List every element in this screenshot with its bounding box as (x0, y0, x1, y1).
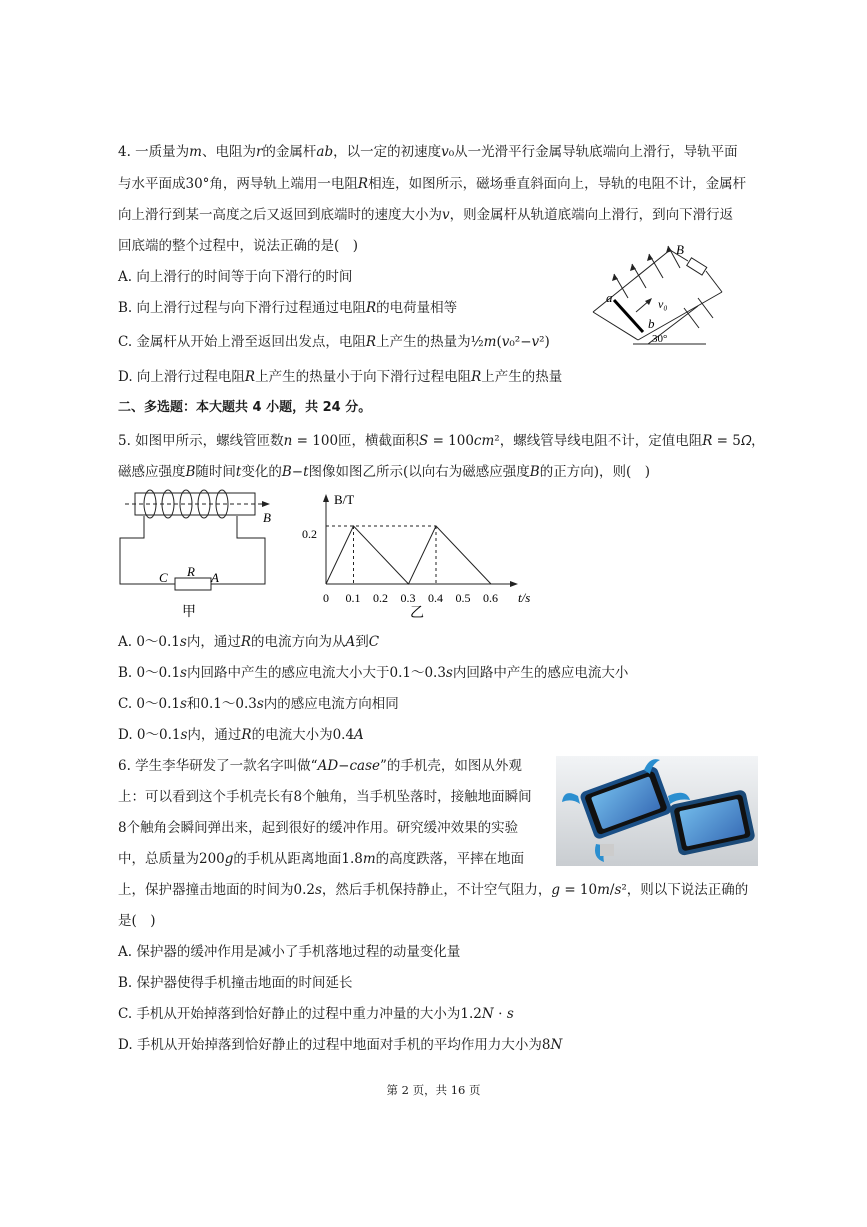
jia-a-label: A (211, 570, 219, 585)
q5-solenoid-figure (115, 486, 285, 621)
q4-stem-line-3: 向上滑行到某一高度之后又返回到底端时的速度大小为𝑣，则金属杆从轨道底端向上滑行，到向下滑行返 (118, 207, 734, 223)
q4-angle-label: 30° (652, 333, 668, 345)
phone-case-photo (556, 756, 758, 866)
chart-xtick-label: 0.6 (483, 591, 498, 605)
q6-option-d: D. 手机从开始掉落到恰好静止的过程中地面对手机的平均作用力大小为8𝑁 (118, 1037, 563, 1053)
chart-ytick-0.2: 0.2 (302, 527, 317, 541)
chart-xtick-label: 0.3 (400, 591, 416, 605)
q4-b-end-label: b (648, 316, 655, 331)
chart-xtick-label: 0.5 (455, 591, 471, 605)
jia-b-label: B (263, 510, 271, 525)
q4-stem-line-2: 与水平面成30°角，两导轨上端用一电阻𝑅相连，如图所示，磁场垂直斜面向上，导轨的电阻不计，金属杆 (118, 176, 747, 192)
q4-option-a: A. 向上滑行的时间等于向下滑行的时间 (118, 269, 353, 285)
q6-stem-line-6: 是( ) (118, 913, 156, 929)
jia-r-label: R (187, 564, 195, 579)
q6-option-c: C. 手机从开始掉落到恰好静止的过程中重力冲量的大小为1.2𝑁 ⋅ 𝑠 (118, 1006, 514, 1022)
chart-xtick-label: 0.2 (373, 591, 388, 605)
q6-stem-line-2: 上：可以看到这个手机壳长有8个触角，当手机坠落时，接触地面瞬间 (118, 789, 532, 805)
chart-xlabel: t/s (518, 590, 531, 605)
q6-stem-line-1: 6. 学生李华研发了一款名字叫做“𝐴𝐷−𝑐𝑎𝑠𝑒”的手机壳，如图从外观 (118, 758, 522, 774)
q5-option-c: C. 0～0.1𝑠和0.1～0.3𝑠内的感应电流方向相同 (118, 696, 399, 712)
q4-v0-label: v₀ (658, 297, 668, 311)
section-heading: 二、多选题：本大题共 4 小题，共 24 分。 (118, 400, 372, 415)
q5-option-b: B. 0～0.1𝑠内回路中产生的感应电流大小大于0.1～0.3𝑠内回路中产生的感应电流大小 (118, 665, 629, 681)
q4-option-d: D. 向上滑行过程电阻𝑅上产生的热量小于向下滑行过程电阻𝑅上产生的热量 (118, 369, 563, 385)
q6-option-a: A. 保护器的缓冲作用是减小了手机落地过程的动量变化量 (118, 944, 461, 960)
q4-stem-line-1: 4. 一质量为𝑚、电阻为𝑟的金属杆𝑎𝑏，以一定的初速度𝑣₀从一光滑平行金属导轨底端向上滑行，导轨平面 (118, 144, 738, 160)
q5-option-d: D. 0～0.1𝑠内，通过𝑅的电流大小为0.4𝐴 (118, 727, 364, 743)
q4-stem-line-4: 回底端的整个过程中，说法正确的是( ) (118, 238, 359, 254)
chart-xtick-label: 0 (323, 591, 329, 605)
q5-stem-line-1: 5. 如图甲所示，螺线管匝数𝑛 = 100匝，横截面积𝑆 = 100𝑐𝑚²，螺线管导线电阻不计，定值电阻𝑅 = 5𝛺， (118, 433, 765, 449)
q5-bt-chart (296, 492, 546, 620)
chart-ylabel: B/T (334, 492, 355, 507)
q4-incline-figure (588, 240, 738, 350)
q5-stem-line-2: 磁感应强度𝐵随时间𝑡变化的𝐵−𝑡图像如图乙所示(以向右为磁感应强度𝐵的正方向)，则( ) (118, 464, 650, 480)
jia-caption: 甲 (182, 605, 196, 620)
page-footer: 第 2 页，共 16 页 (386, 1083, 481, 1097)
q4-option-c: C. 金属杆从开始上滑至返回出发点，电阻𝑅上产生的热量为½𝑚(𝑣₀²−𝑣²) (118, 334, 550, 350)
q4-a-label: a (606, 290, 613, 305)
q6-stem-line-3: 8个触角会瞬间弹出来，起到很好的缓冲作用。研究缓冲效果的实验 (118, 820, 519, 836)
q6-stem-line-5: 上，保护器撞击地面的时间为0.2𝑠，然后手机保持静止，不计空气阻力，𝑔 = 10𝑚/𝑠²，则以下说法正确的 (118, 882, 749, 898)
chart-xtick-label: 0.4 (428, 591, 443, 605)
q6-stem-line-4: 中，总质量为200𝑔的手机从距离地面1.8𝑚的高度跌落，平摔在地面 (118, 851, 525, 867)
q4-option-b: B. 向上滑行过程与向下滑行过程通过电阻𝑅的电荷量相等 (118, 300, 458, 316)
jia-c-label: C (159, 570, 168, 585)
q4-b-label: B (676, 242, 684, 257)
chart-series-line (326, 526, 491, 584)
yi-caption: 乙 (410, 606, 424, 620)
chart-xtick-label: 0.1 (345, 591, 361, 605)
q5-option-a: A. 0～0.1𝑠内，通过𝑅的电流方向为从𝐴到𝐶 (118, 634, 380, 650)
q6-option-b: B. 保护器使得手机撞击地面的时间延长 (118, 975, 353, 991)
